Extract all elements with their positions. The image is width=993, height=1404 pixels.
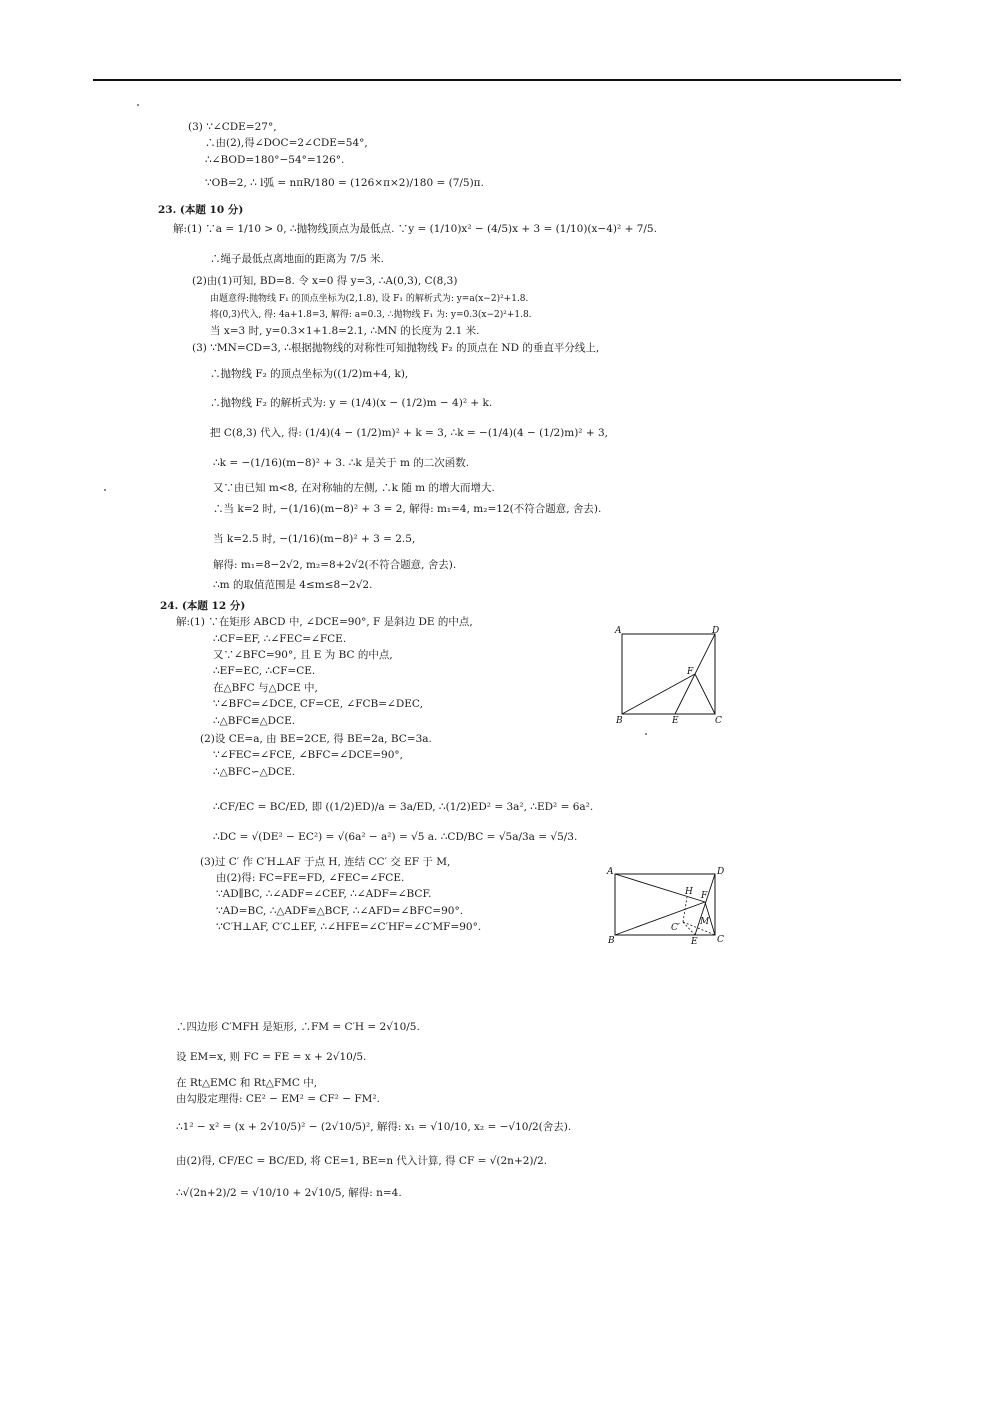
fig2-label-m: M [700, 917, 710, 927]
q24-line-13: (3)过 C′ 作 C′H⊥AF 于点 H, 连结 CC′ 交 EF 于 M, [200, 856, 451, 868]
q22-line-1: (3) ∵∠CDE=27°, [188, 121, 277, 133]
q24-line-16: ∵AD=BC, ∴△ADF≌△BCF, ∴∠AFD=∠BFC=90°. [216, 905, 464, 917]
q24-line-24: ∴√(2n+2)/2 = √10/10 + 2√10/5, 解得: n=4. [176, 1187, 402, 1199]
fig2-label-c: C [717, 935, 724, 945]
figure-2-segment-c-prime-e [683, 922, 695, 935]
figure-2-segment-bf [615, 902, 705, 935]
q24-header: 24. (本题 12 分) [160, 600, 246, 612]
fig1-label-c: C [715, 716, 722, 726]
q24-line-10: ∴△BFC∽△DCE. [213, 766, 296, 778]
q24-line-8: (2)设 CE=a, 由 BE=2CE, 得 BE=2a, BC=3a. [200, 733, 432, 745]
q24-line-14: 由(2)得: FC=FE=FD, ∠FEC=∠FCE. [216, 872, 405, 884]
fig2-label-f: F [701, 891, 708, 901]
q24-line-4: ∴EF=EC, ∴CF=CE. [213, 665, 316, 677]
fig1-label-f: F [687, 667, 694, 677]
q23-line-1: 解:(1) ∵a = 1/10 > 0, ∴抛物线顶点为最低点. ∵y = (1/10)x² − (4/5)x + 3 = (1/10)(x−4)² + 7/5. [173, 223, 657, 235]
q23-line-6: 当 x=3 时, y=0.3×1+1.8=2.1, ∴MN 的长度为 2.1 米. [210, 325, 480, 337]
figure-1-rectangle [622, 634, 715, 714]
fig1-label-e: E [672, 716, 679, 726]
q24-line-19: 设 EM=x, 则 FC = FE = x + 2√10/5. [176, 1051, 367, 1063]
header-rule [93, 79, 901, 81]
fig2-label-c-prime: C′ [671, 923, 680, 933]
figure-2-rectangle-abcd [605, 864, 730, 946]
figure-1-segment-bf [622, 674, 695, 714]
figure-1-rectangle-abcd [612, 622, 730, 728]
scan-speck [137, 104, 139, 106]
q24-line-12: ∴DC = √(DE² − EC²) = √(6a² − a²) = √5 a. ∴CD/BC = √5a/3a = √5/3. [213, 831, 578, 843]
q24-line-7: ∴△BFC≌△DCE. [213, 715, 296, 727]
q23-line-10: 把 C(8,3) 代入, 得: (1/4)(4 − (1/2)m)² + k = 3, ∴k = −(1/4)(4 − (1/2)m)² + 3, [210, 427, 609, 439]
fig2-label-d: D [717, 867, 725, 877]
q24-line-20: 在 Rt△EMC 和 Rt△FMC 中, [176, 1077, 318, 1089]
q24-line-23: 由(2)得, CF/EC = BC/ED, 将 CE=1, BE=n 代入计算, 得 CF = √(2n+2)/2. [176, 1155, 548, 1167]
q23-line-5: 将(0,3)代入, 得: 4a+1.8=3, 解得: a=0.3, ∴抛物线 F₁ 为: y=0.3(x−2)²+1.8. [210, 310, 532, 320]
q24-line-2: ∴CF=EF, ∴∠FEC=∠FCE. [213, 633, 347, 645]
q23-line-8: ∴抛物线 F₂ 的顶点坐标为((1/2)m+4, k), [210, 368, 409, 380]
q24-line-9: ∵∠FEC=∠FCE, ∠BFC=∠DCE=90°, [213, 749, 404, 761]
q22-line-3: ∴∠BOD=180°−54°=126°. [205, 154, 345, 166]
q24-line-11: ∴CF/EC = BC/ED, 即 ((1/2)ED)/a = 3a/ED, ∴(1/2)ED² = 3a², ∴ED² = 6a². [213, 801, 594, 813]
q23-line-16: ∴m 的取值范围是 4≤m≤8−2√2. [213, 579, 373, 591]
q23-line-13: ∴当 k=2 时, −(1/16)(m−8)² + 3 = 2, 解得: m₁=4, m₂=12(不符合题意, 舍去). [213, 503, 602, 515]
q23-line-12: 又∵由已知 m<8, 在对称轴的左侧, ∴k 随 m 的增大而增大. [213, 482, 495, 494]
q23-line-2: ∴绳子最低点离地面的距离为 7/5 米. [210, 253, 384, 265]
q24-line-15: ∵AD∥BC, ∴∠ADF=∠CEF, ∴∠ADF=∠BCF. [216, 888, 432, 900]
q22-line-4: ∵OB=2, ∴ l弧 = nπR/180 = (126×π×2)/180 = (7/5)π. [205, 177, 484, 189]
q23-header: 23. (本题 10 分) [158, 204, 244, 216]
q24-line-5: 在△BFC 与△DCE 中, [213, 682, 318, 694]
scan-speck [645, 733, 647, 735]
figure-1-segment-fc [695, 674, 715, 714]
fig1-label-a: A [615, 626, 622, 636]
q24-line-18: ∴四边形 C′MFH 是矩形, ∴FM = C′H = 2√10/5. [176, 1021, 420, 1033]
q22-line-2: ∴由(2),得∠DOC=2∠CDE=54°, [205, 137, 368, 149]
fig2-label-e: E [691, 937, 698, 946]
fig1-label-d: D [712, 626, 720, 636]
fig2-label-h: H [685, 887, 693, 897]
q23-line-4: 由题意得:抛物线 F₁ 的顶点坐标为(2,1.8), 设 F₁ 的解析式为: y=a(x−2)²+1.8. [210, 294, 529, 304]
q23-line-7: (3) ∵MN=CD=3, ∴根据抛物线的对称性可知抛物线 F₂ 的顶点在 ND 的垂直平分线上, [192, 342, 600, 354]
fig2-label-a: A [607, 867, 614, 877]
q23-line-11: ∴k = −(1/16)(m−8)² + 3. ∴k 是关于 m 的二次函数. [213, 457, 470, 469]
q24-line-17: ∵C′H⊥AF, C′C⊥EF, ∴∠HFE=∠C′HF=∠C′MF=90°. [216, 921, 482, 933]
q24-line-3: 又∵∠BFC=90°, 且 E 为 BC 的中点, [213, 649, 393, 661]
q23-line-15: 解得: m₁=8−2√2, m₂=8+2√2(不符合题意, 舍去). [213, 559, 457, 571]
q24-line-1: 解:(1) ∵在矩形 ABCD 中, ∠DCE=90°, F 是斜边 DE 的中点, [176, 616, 473, 628]
q24-line-22: ∴1² − x² = (x + 2√10/5)² − (2√10/5)², 解得: x₁ = √10/10, x₂ = −√10/2(舍去). [176, 1121, 572, 1133]
q23-line-3: (2)由(1)可知, BD=8. 令 x=0 得 y=3, ∴A(0,3), C(8,3) [192, 275, 458, 287]
q23-line-14: 当 k=2.5 时, −(1/16)(m−8)² + 3 = 2.5, [213, 533, 416, 545]
q24-line-6: ∵∠BFC=∠DCE, CF=CE, ∠FCB=∠DEC, [213, 698, 423, 710]
q23-line-9: ∴抛物线 F₂ 的解析式为: y = (1/4)(x − (1/2)m − 4)² + k. [210, 397, 493, 409]
scan-speck [104, 489, 106, 491]
fig2-label-b: B [608, 936, 615, 946]
q24-line-21: 由勾股定理得: CE² − EM² = CF² − FM². [176, 1093, 380, 1105]
fig1-label-b: B [616, 716, 623, 726]
